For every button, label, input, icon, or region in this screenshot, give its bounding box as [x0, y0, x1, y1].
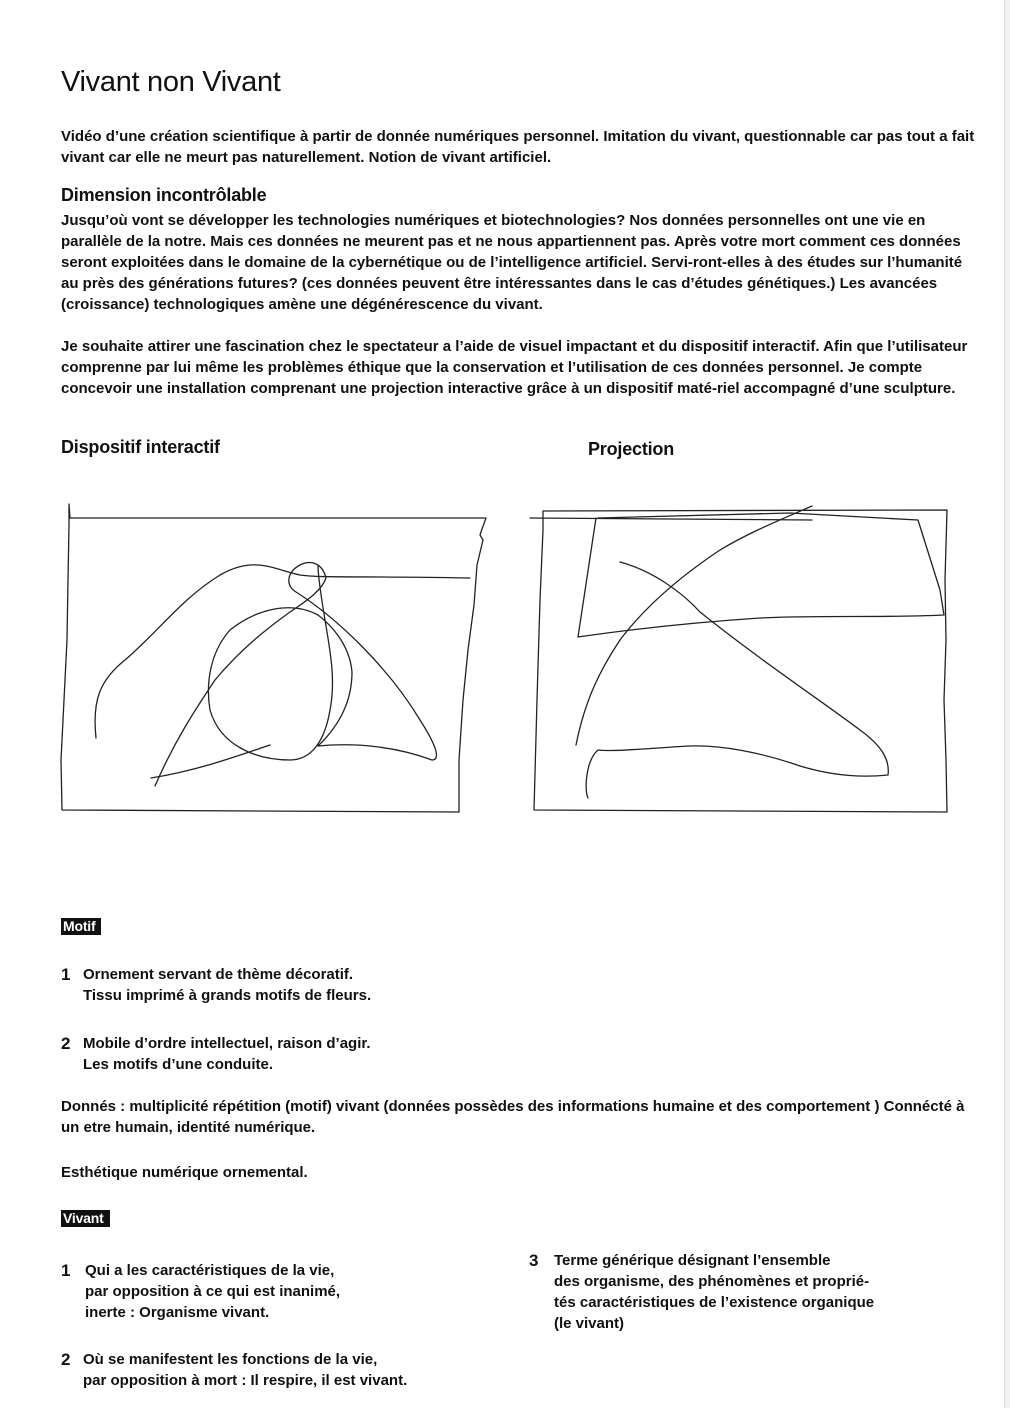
definition-text: Qui a les caractéristiques de la vie, par opposition à ce qui est inanimé, inerte : Organisme vivant.: [85, 1262, 341, 1321]
definition-number: 2: [61, 1350, 71, 1369]
dimension-paragraph-1: Jusqu’où vont se développer les technologies numériques et biotechnologies? Nos données personnelles ont une vie en parallèle de la notre. Mais ces données ne meurent pas et ne nous appartiennent pas. Après votre mort comment ces données seront exploitées dans le domaine de la cybernétique ou de l’intelligence artificiel. Servi-ront-elles à des études sur l’humanité au près des générations futures? (ces données peuvent être intéressantes dans le cas d’études génétiques.) Les avancées (croissance) technologiques amène une dégénérescence du vivant.: [61, 212, 963, 313]
definition-text: Ornement servant de thème décoratif. Tissu imprimé à grands motifs de fleurs.: [83, 966, 372, 1004]
sketch-heading-left: Dispositif interactif: [61, 437, 220, 457]
section-heading-dimension: Dimension incontrôlable: [61, 185, 267, 205]
definition-number: 3: [529, 1251, 539, 1270]
motif-note-aesthetic: Esthétique numérique ornemental.: [61, 1164, 308, 1181]
vivant-tag: Vivant: [61, 1210, 110, 1227]
dimension-paragraph-2: Je souhaite attirer une fascination chez le spectateur a l’aide de visuel impactant et du dispositif interactif. Afin que l’utilisateur comprenne par lui même les problèmes éthique que la conservation et l’utilisation de ces données personnel. Je compte concevoir une installation comprenant une projection interactive grâce à un dispositif maté-riel accompagné d’une sculpture.: [61, 338, 968, 397]
sketch-heading-right: Projection: [588, 439, 675, 459]
motif-note-data: Donnés : multiplicité répétition (motif) vivant (données possèdes des informations humaine et des comportement ) Connécté à un etre humain, identité numérique.: [61, 1098, 965, 1136]
definition-text: Mobile d’ordre intellectuel, raison d’agir. Les motifs d’une conduite.: [83, 1035, 371, 1073]
definition-text: Où se manifestent les fonctions de la vie, par opposition à mort : Il respire, il est vivant.: [83, 1351, 408, 1389]
motif-tag: Motif: [61, 918, 101, 935]
definition-number: 2: [61, 1034, 71, 1053]
definition-number: 1: [61, 1261, 71, 1280]
definition-number: 1: [61, 965, 71, 984]
sketch-interactive-device: [61, 504, 486, 812]
page-title: Vivant non Vivant: [61, 66, 281, 98]
vivant-definition-3: [529, 1250, 949, 1336]
vivant-definition-1: [61, 1260, 481, 1324]
intro-paragraph: Vidéo d’une création scientifique à partir de donnée numériques personnel. Imitation du vivant, questionnable car pas tout a fait vivant car elle ne meurt pas naturellement. Notion de vivant artificiel.: [61, 128, 975, 166]
motif-definition-2: [61, 1033, 661, 1077]
sketch-projection: [530, 506, 947, 812]
definition-text: Terme générique désignant l’ensemble des organisme, des phénomènes et proprié- tés caractéristiques de l’existence organique (le vivant): [554, 1252, 875, 1332]
motif-definition-1: [61, 964, 661, 1008]
vivant-definition-2: [61, 1349, 481, 1393]
